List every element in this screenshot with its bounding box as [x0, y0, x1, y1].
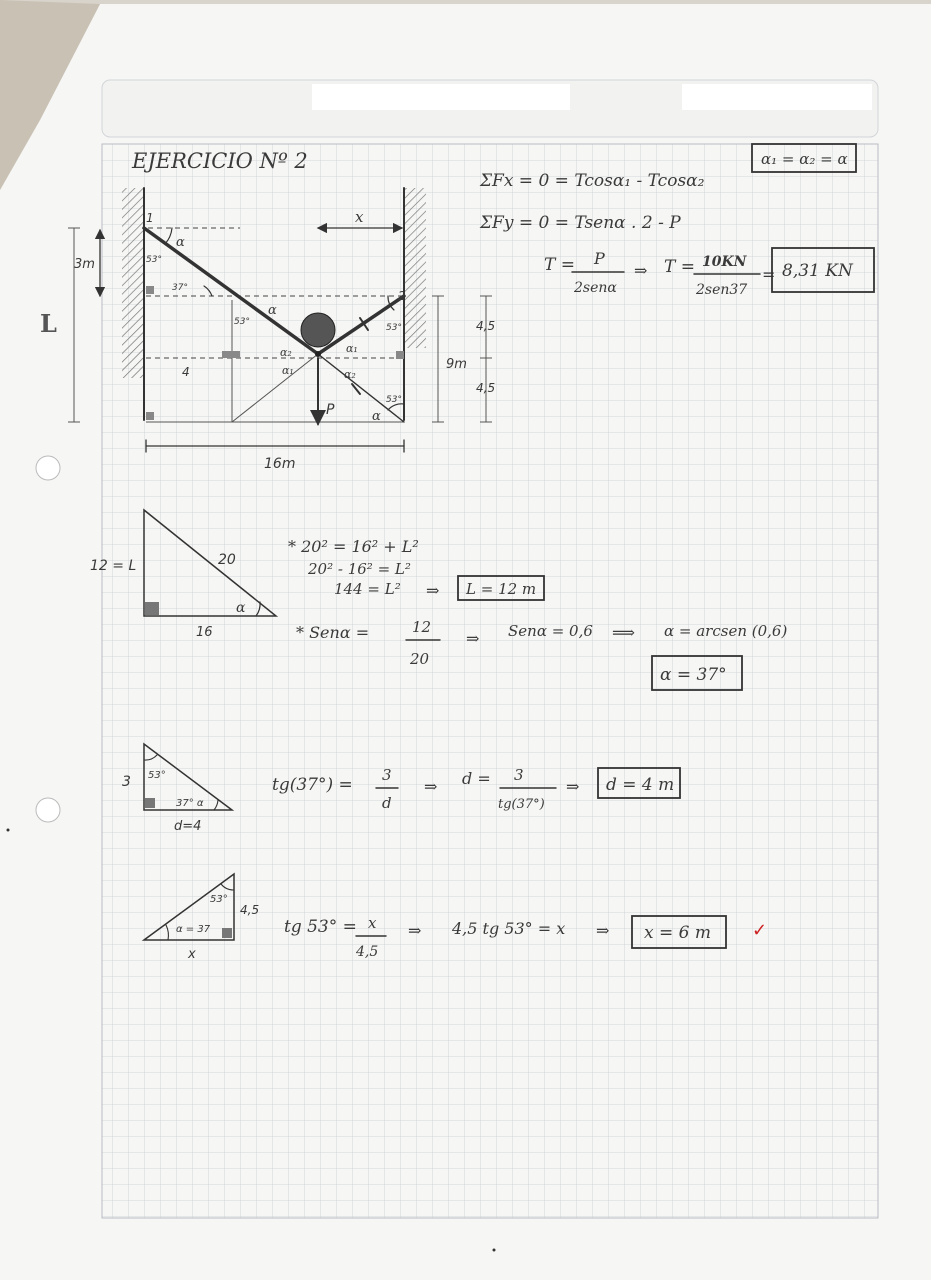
binder-hole-2 — [36, 798, 60, 822]
alpha-result: α = 37° — [660, 665, 727, 685]
tan2-den: 4,5 — [356, 944, 379, 960]
tan1-num2: 3 — [514, 766, 524, 784]
equals-1: = — [762, 265, 776, 284]
implies-2: ⇒ — [426, 581, 440, 600]
t-formula-num: P — [594, 249, 605, 268]
tan1-lhs2: d = — [462, 769, 491, 788]
triangle-1-right-angle — [145, 602, 159, 615]
sine-arcsin: α = arcsen (0,6) — [664, 622, 788, 640]
triangle-3-base: x — [188, 947, 196, 962]
l-result: L = 12 m — [466, 580, 537, 598]
angle-label-alpha1-top: α₁ — [346, 342, 358, 355]
angle-label-53-c: 53° — [386, 323, 402, 333]
angle-label-alpha-2: α — [268, 303, 277, 318]
sine-step: Senα = 0,6 — [508, 622, 593, 640]
tan1-num: 3 — [382, 766, 392, 784]
implies-5: ⇒ — [424, 777, 438, 796]
sine-num: 12 — [412, 618, 432, 636]
triangle-1-hypotenuse: 20 — [218, 552, 236, 568]
redacted-field-1 — [312, 84, 570, 110]
check-mark: ✓ — [752, 920, 768, 941]
pythagoras-line-1: * 20² = 16² + L² — [288, 537, 419, 556]
pythagoras-line-3: 144 = L² — [334, 580, 401, 598]
triangle-2-side-left: 3 — [122, 774, 131, 790]
triangle-1-base: 16 — [196, 625, 213, 640]
right-wall — [404, 188, 426, 348]
angle-label-37: 37° — [172, 283, 188, 293]
sum-fx-equation: ΣFx = 0 = Tcosα₁ - Tcosα₂ — [480, 171, 705, 191]
implies-4: ⟹ — [612, 623, 635, 642]
point-2-label: 2 — [398, 289, 406, 303]
triangle-3-angle-left: α = 37 — [176, 924, 211, 935]
triangle-3-angle-top: 53° — [210, 894, 228, 905]
stray-dot-1 — [7, 829, 10, 832]
implies-6: ⇒ — [566, 777, 580, 796]
binder-hole-1 — [36, 456, 60, 480]
implies-7: ⇒ — [408, 921, 422, 940]
implies-1: ⇒ — [634, 261, 648, 280]
angle-label-53-a: 53° — [146, 255, 162, 265]
tan1-den2: tg(37°) — [498, 797, 545, 812]
label-P: P — [326, 402, 335, 418]
junction-node — [315, 351, 321, 357]
stray-dot-2 — [493, 1249, 496, 1252]
tan2-step: 4,5 tg 53° = x — [452, 919, 566, 938]
tan2-num: x — [368, 914, 377, 932]
angle-label-alpha2-bottom: α₂ — [344, 368, 356, 381]
exercise-title: EJERCICIO Nº 2 — [132, 149, 308, 173]
sine-lhs: * Senα = — [296, 623, 370, 642]
t-sub-lhs: T = — [664, 257, 695, 277]
angle-label-53-b: 53° — [234, 317, 250, 327]
grid-area — [102, 144, 878, 1218]
implies-8: ⇒ — [596, 921, 610, 940]
left-wall — [122, 188, 144, 378]
triangle-3-right-angle — [222, 928, 232, 938]
label-45-bottom: 4,5 — [476, 381, 496, 395]
x-result: x = 6 m — [644, 923, 711, 943]
sine-den: 20 — [410, 650, 430, 668]
redacted-field-2 — [682, 84, 872, 110]
triangle-2-base: d=4 — [174, 819, 202, 834]
t-formula-lhs: T = — [544, 255, 575, 275]
triangle-2-right-angle — [145, 798, 155, 808]
pythagoras-line-2: 20² - 16² = L² — [308, 560, 411, 578]
right-angle-mark-3 — [396, 351, 404, 359]
d-result: d = 4 m — [606, 775, 675, 795]
t-formula-den: 2senα — [574, 280, 617, 296]
angle-label-alpha2-top: α₂ — [280, 346, 292, 359]
triangle-2-angle-bottom: 37° α — [176, 798, 204, 809]
label-45-top: 4,5 — [476, 319, 496, 333]
right-angle-mark-1 — [146, 286, 154, 294]
triangle-3-side-right: 4,5 — [240, 903, 260, 917]
label-L: L — [40, 309, 57, 338]
t-result: 8,31 KN — [782, 261, 853, 281]
angle-label-53-d: 53° — [386, 395, 402, 405]
tan1-den: d — [382, 794, 392, 812]
sum-fy-equation: ΣFy = 0 = Tsenα . 2 - P — [480, 213, 681, 233]
angle-label-alpha1-bottom: α₁ — [282, 364, 294, 377]
label-4: 4 — [182, 365, 190, 379]
t-sub-den: 2sen37 — [696, 282, 748, 298]
point-1-label: 1 — [146, 211, 154, 225]
t-sub-num: 10KN — [702, 254, 747, 270]
implies-3: ⇒ — [466, 629, 480, 648]
label-3m: 3m — [74, 257, 95, 272]
angle-label-alpha-3: α — [372, 409, 381, 424]
right-angle-mark-4 — [146, 412, 154, 420]
triangle-1-side-left: 12 = L — [90, 558, 137, 574]
hanging-weight — [301, 313, 335, 347]
condition-text: α₁ = α₂ = α — [761, 150, 848, 168]
right-angle-mark-2 — [222, 351, 240, 358]
tan2-lhs: tg 53° = — [284, 917, 357, 937]
triangle-2-angle-top: 53° — [148, 770, 166, 781]
label-16m: 16m — [264, 456, 296, 472]
triangle-1-angle: α — [236, 600, 246, 616]
tan1-lhs: tg(37°) = — [272, 775, 353, 795]
label-9m: 9m — [446, 357, 467, 372]
angle-label-alpha-1: α — [176, 235, 185, 250]
label-x: x — [355, 208, 364, 226]
